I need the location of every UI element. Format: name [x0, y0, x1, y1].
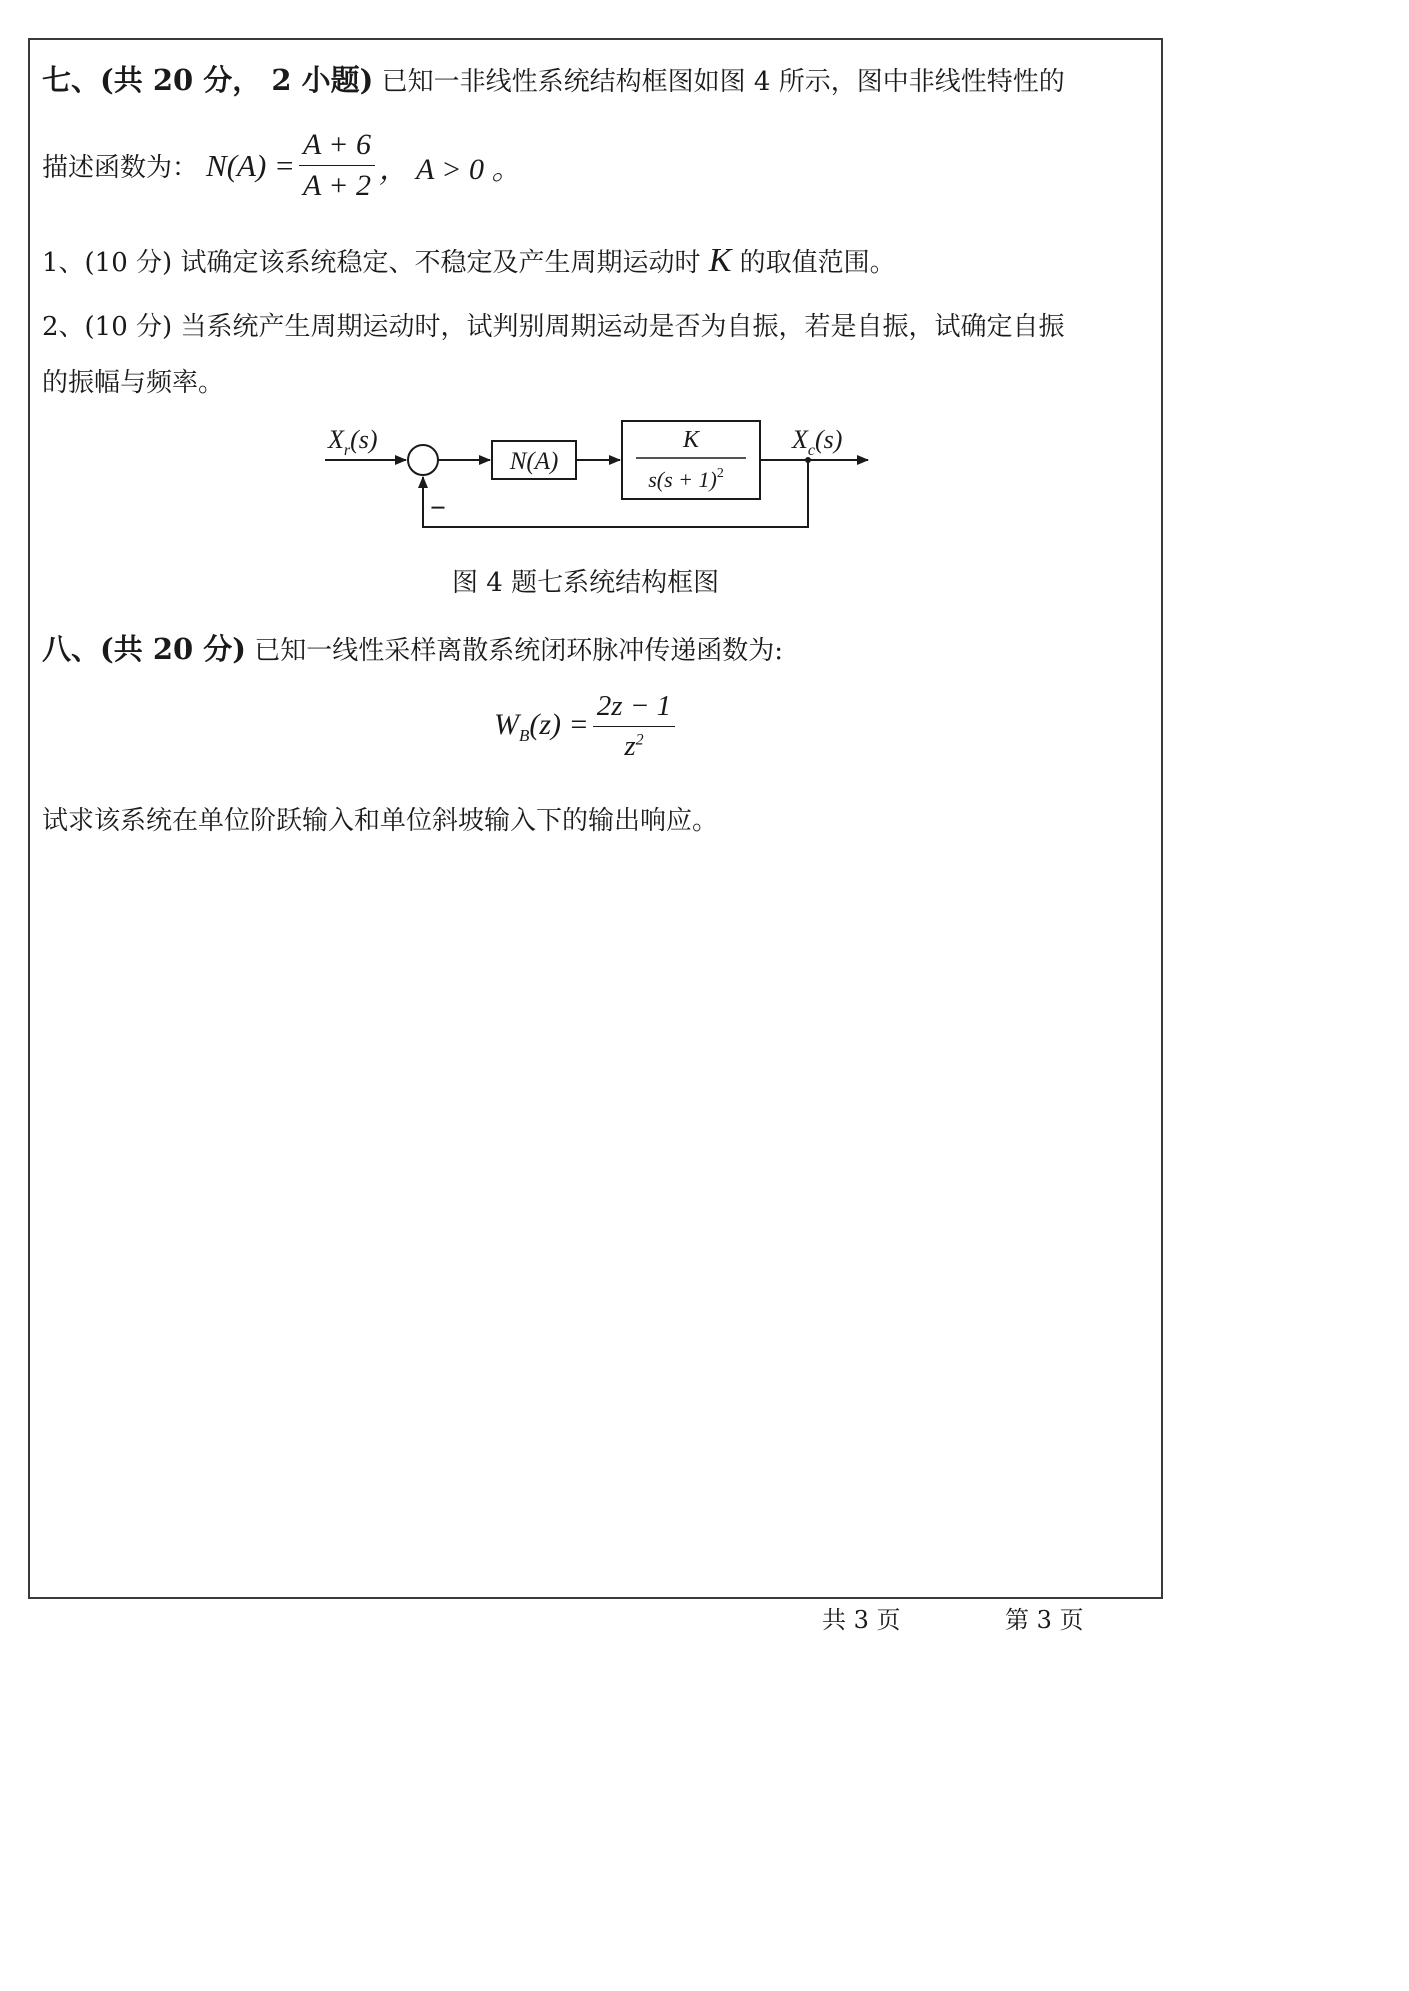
q8-title: 八、(共 20 分)	[42, 632, 246, 666]
summing-junction	[408, 445, 438, 475]
q8-fraction	[593, 690, 675, 763]
linear-block-numerator: K	[682, 427, 700, 453]
q7-sub1	[42, 242, 896, 280]
footer-total-pages: 共 3 页	[822, 1606, 901, 1634]
q7-heading-line	[42, 58, 1065, 99]
q7-title: 七、(共 20 分， 2 小题)	[42, 63, 374, 97]
q7-function-lhs: N(A) =	[206, 147, 295, 183]
q7-sub1-text-b: 的取值范围。	[739, 248, 896, 278]
q7-sub2-line2: 的振幅与频率。	[42, 368, 225, 398]
q7-function-line	[42, 128, 521, 203]
footer-current-page: 第 3 页	[1005, 1606, 1084, 1634]
q7-function-denominator: A + 2	[302, 169, 371, 202]
linear-block-denominator: $s(s + 1)^2$	[648, 466, 724, 492]
q8-heading-line	[42, 627, 783, 668]
output-label: $X_c(s)$	[792, 425, 843, 459]
input-label: $X_r(s)$	[328, 425, 378, 459]
q7-sub2-line1: 2、(10 分) 当系统产生周期运动时，试判别周期运动是否为自振，若是自振，试确定自振	[42, 312, 1065, 342]
q7-sub1-k: K	[708, 242, 732, 279]
q7-function-fraction	[299, 128, 375, 203]
feedback-path	[423, 460, 808, 527]
q7-sub1-text-a: 1、(10 分) 试确定该系统稳定、不稳定及产生周期运动时	[42, 248, 701, 278]
q8-intro: 已知一线性采样离散系统闭环脉冲传递函数为:	[254, 636, 784, 666]
q8-numerator: 2z − 1	[593, 690, 675, 727]
q8-wb-symbol: $W_B(z)$ =	[494, 707, 589, 745]
figure-caption: 图 4 题七系统结构框图	[452, 568, 720, 598]
feedback-sign: −	[430, 493, 446, 524]
q7-function-prefix: 描述函数为：	[42, 153, 199, 183]
nonlinear-block-label: N(A)	[509, 448, 559, 475]
q7-function-condition: ， A > 0 。	[378, 152, 522, 186]
q8-task: 试求该系统在单位阶跃输入和单位斜坡输入下的输出响应。	[42, 806, 719, 836]
q7-function-numerator: A + 6	[299, 128, 375, 166]
q8-transfer-function	[494, 690, 679, 763]
q8-denominator: $z^2$	[624, 730, 644, 762]
q7-intro: 已知一非线性系统结构框图如图 4 所示，图中非线性特性的	[381, 67, 1065, 97]
block-diagram	[320, 415, 880, 560]
